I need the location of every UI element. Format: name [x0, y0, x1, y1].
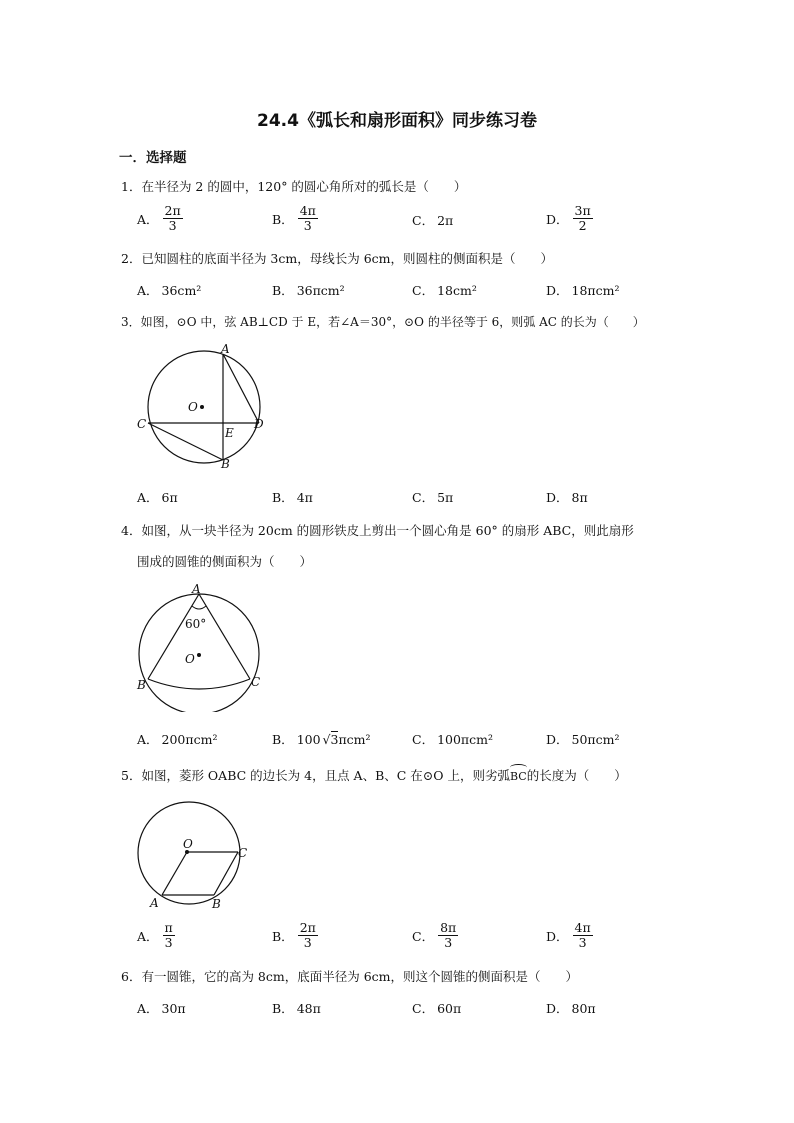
label-e: E: [225, 426, 234, 440]
angle-mark: [192, 606, 206, 609]
arc-letters: BC: [510, 770, 527, 783]
option-value: 100πcm²: [437, 731, 494, 747]
label-o: O: [188, 400, 198, 414]
stem-post: 的长度为（ ）: [526, 768, 627, 783]
q3-option-b[interactable]: [272, 488, 313, 506]
option-letter: B．: [272, 732, 294, 747]
q6-option-b[interactable]: [272, 999, 321, 1017]
label-a: A: [192, 582, 201, 596]
numerator: π: [164, 920, 173, 935]
radius-ac: [199, 594, 250, 679]
fraction: [163, 204, 183, 233]
label-c: C: [137, 417, 147, 431]
fraction: [573, 204, 593, 233]
option-suffix: πcm²: [338, 731, 371, 747]
option-value: 30π: [161, 1000, 186, 1016]
label-b: B: [137, 678, 146, 692]
question-6-stem: 6．有一圆锥，它的高为 8cm，底面半径为 6cm，则这个圆锥的侧面积是（ ）: [121, 969, 579, 984]
arc-mark: [510, 764, 527, 771]
question-3-stem: 3．如图，⊙O 中，弦 AB⊥CD 于 E，若∠A＝30°，⊙O 的半径等于 6，则弧 AC 的长为（ ）: [121, 315, 645, 329]
circle-o: [138, 802, 240, 904]
option-letter: A．: [137, 490, 159, 505]
q1-option-a[interactable]: [137, 204, 183, 233]
q6-option-d[interactable]: [546, 999, 596, 1017]
label-a: A: [221, 342, 230, 356]
q5-option-d[interactable]: [546, 921, 593, 950]
option-value: 50πcm²: [571, 731, 620, 747]
option-value: 4π: [296, 489, 313, 505]
q4-figure: [130, 582, 280, 712]
q2-option-c[interactable]: [412, 281, 477, 299]
arc-bc: [148, 679, 250, 689]
option-letter: B．: [272, 283, 294, 298]
q2-option-b[interactable]: [272, 281, 345, 299]
option-letter: D．: [546, 732, 569, 747]
option-letter: A．: [137, 928, 159, 944]
page-title: 24.4《弧长和扇形面积》同步练习卷: [257, 111, 537, 131]
option-letter: C．: [412, 1001, 435, 1016]
option-value: 36cm²: [161, 282, 202, 298]
numerator: 2π: [299, 920, 316, 935]
question-4-stem: 4．如图，从一块半径为 20cm 的圆形铁皮上剪出一个圆心角是 60° 的扇形 ABC，则此扇形: [121, 523, 634, 538]
numerator: 4π: [574, 920, 591, 935]
center-dot: [200, 405, 204, 409]
q3-option-a[interactable]: [137, 488, 178, 506]
radicand: 3: [330, 732, 339, 747]
denominator: 3: [578, 935, 587, 950]
q5-figure: [130, 797, 280, 912]
numerator: 8π: [440, 920, 457, 935]
denominator: 2: [578, 218, 587, 233]
q4-option-c[interactable]: [412, 730, 493, 748]
fraction: [438, 921, 458, 950]
side-oa: [162, 852, 187, 895]
denominator: 3: [168, 218, 177, 233]
option-letter: B．: [272, 928, 294, 944]
label-c: C: [251, 675, 261, 689]
option-letter: D．: [546, 490, 569, 505]
angle-label: 60°: [185, 617, 207, 631]
option-value: 48π: [296, 1000, 321, 1016]
q5-option-b[interactable]: [272, 921, 318, 950]
numerator: 3π: [574, 203, 591, 218]
fraction: [298, 921, 318, 950]
q5-option-c[interactable]: [412, 921, 458, 950]
fraction: [573, 921, 593, 950]
option-value: 6π: [161, 489, 178, 505]
stem-pre: 5．如图，菱形 OABC 的边长为 4，且点 A、B、C 在⊙O 上，则劣弧: [121, 768, 511, 783]
option-value: 36πcm²: [296, 282, 345, 298]
option-letter: C．: [412, 213, 435, 228]
numerator: 2π: [164, 203, 181, 218]
option-letter: B．: [272, 211, 294, 227]
option-letter: C．: [412, 283, 435, 298]
option-letter: A．: [137, 1001, 159, 1016]
q3-option-c[interactable]: [412, 488, 453, 506]
option-letter: A．: [137, 211, 159, 227]
q4-option-a[interactable]: [137, 730, 217, 748]
option-value: 2π: [437, 212, 454, 228]
option-value: 200πcm²: [161, 731, 218, 747]
denominator: 3: [303, 935, 312, 950]
q4-option-d[interactable]: [546, 730, 620, 748]
section-heading: 一．选择题: [119, 150, 187, 166]
option-value: 5π: [437, 489, 454, 505]
question-1-stem: 1．在半径为 2 的圆中，120° 的圆心角所对的弧长是（ ）: [121, 179, 467, 194]
question-2-stem: 2．已知圆柱的底面半径为 3cm，母线长为 6cm，则圆柱的侧面积是（ ）: [121, 251, 554, 266]
option-prefix: 100: [296, 731, 321, 747]
q2-option-d[interactable]: [546, 281, 620, 299]
q1-option-d[interactable]: [546, 204, 593, 233]
q1-option-b[interactable]: [272, 204, 318, 233]
option-value: 18πcm²: [571, 282, 620, 298]
option-value: 60π: [437, 1000, 462, 1016]
option-letter: A．: [137, 732, 159, 747]
q6-option-a[interactable]: [137, 999, 186, 1017]
option-letter: D．: [546, 211, 569, 227]
option-letter: B．: [272, 490, 294, 505]
q3-figure: [130, 340, 280, 475]
option-value: 18cm²: [437, 282, 477, 298]
option-value: 80π: [571, 1000, 596, 1016]
option-letter: C．: [412, 928, 435, 944]
option-letter: C．: [412, 732, 435, 747]
option-value: 8π: [571, 489, 588, 505]
fraction: [298, 204, 318, 233]
fraction: [163, 921, 175, 950]
numerator: 4π: [299, 203, 316, 218]
denominator: 3: [164, 935, 173, 950]
arc-notation: [510, 770, 527, 783]
q2-option-a[interactable]: [137, 281, 201, 299]
q3-option-d[interactable]: [546, 488, 588, 506]
denominator: 3: [444, 935, 453, 950]
label-d: D: [254, 417, 264, 431]
radius-ab: [148, 594, 199, 679]
label-c: C: [238, 846, 248, 860]
label-o: O: [183, 837, 193, 851]
option-letter: D．: [546, 928, 569, 944]
sqrt-sign: √: [322, 731, 331, 747]
question-5-stem: [121, 766, 627, 784]
q6-option-c[interactable]: [412, 999, 461, 1017]
label-o: O: [185, 652, 195, 666]
option-letter: B．: [272, 1001, 294, 1016]
option-letter: A．: [137, 283, 159, 298]
q5-option-a[interactable]: [137, 921, 175, 950]
question-4-stem-line2: 围成的圆锥的侧面积为（ ）: [137, 554, 313, 569]
label-a: A: [150, 896, 159, 910]
denominator: 3: [303, 218, 312, 233]
option-letter: D．: [546, 283, 569, 298]
label-b: B: [212, 897, 221, 911]
q4-option-b[interactable]: [272, 730, 371, 748]
option-letter: D．: [546, 1001, 569, 1016]
label-b: B: [221, 457, 230, 471]
q1-option-c[interactable]: [412, 211, 453, 229]
center-dot: [197, 653, 201, 657]
option-letter: C．: [412, 490, 435, 505]
